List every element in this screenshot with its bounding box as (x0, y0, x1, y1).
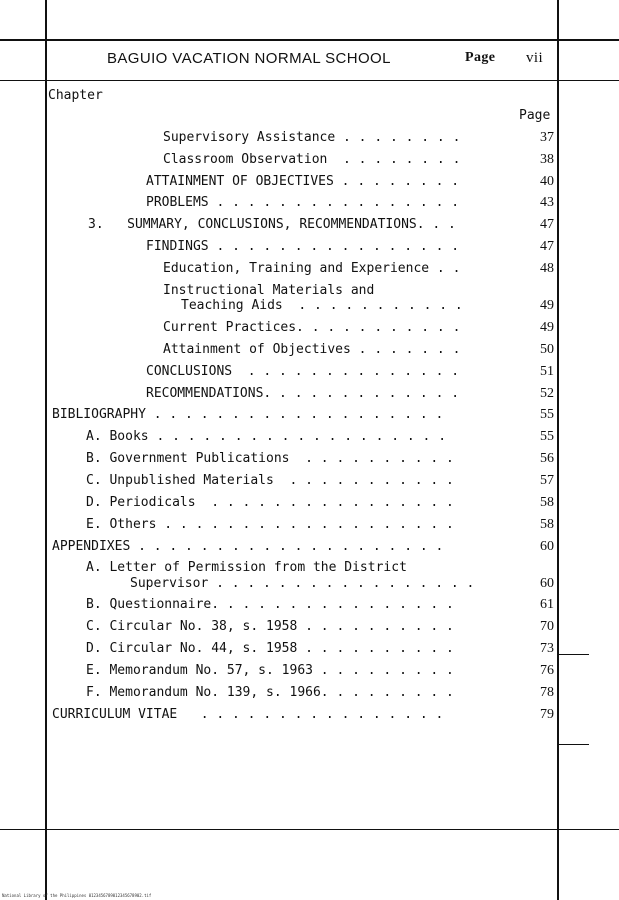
toc-page: 60 (540, 576, 554, 591)
toc-page: 58 (540, 495, 554, 510)
header-page-number: vii (526, 50, 544, 66)
toc-entry: 3. SUMMARY, CONCLUSIONS, RECOMMENDATIONS. . . (88, 217, 456, 232)
toc-entry: Supervisory Assistance . . . . . . . . (163, 130, 461, 145)
toc-entry: CONCLUSIONS . . . . . . . . . . . . . . (146, 364, 460, 379)
toc-page: 37 (540, 130, 554, 145)
header-page-label: Page (465, 50, 496, 65)
toc-entry: PROBLEMS . . . . . . . . . . . . . . . . (146, 195, 460, 210)
toc-entry: A. Letter of Permission from the District (86, 560, 407, 575)
toc-page: 40 (540, 174, 554, 189)
toc-entry: Current Practices. . . . . . . . . . . (163, 320, 461, 335)
toc-page: 48 (540, 261, 554, 276)
toc-entry: B. Government Publications . . . . . . . . . . (86, 451, 454, 466)
toc-page: 78 (540, 685, 554, 700)
toc-entry: D. Circular No. 44, s. 1958 . . . . . . . . . . (86, 641, 454, 656)
toc-entry: CURRICULUM VITAE . . . . . . . . . . . . . . . . (52, 707, 444, 722)
toc-page: 51 (540, 364, 554, 379)
toc-page: 47 (540, 239, 554, 254)
school-title: BAGUIO VACATION NORMAL SCHOOL (107, 50, 391, 67)
toc-page: 61 (540, 597, 554, 612)
toc-page: 38 (540, 152, 554, 167)
toc-entry: RECOMMENDATIONS. . . . . . . . . . . . . (146, 386, 460, 401)
toc-entry: E. Memorandum No. 57, s. 1963 . . . . . . . . . (86, 663, 454, 678)
toc-entry: Attainment of Objectives . . . . . . . (163, 342, 461, 357)
toc-entry: Education, Training and Experience . . (163, 261, 461, 276)
toc-page: 47 (540, 217, 554, 232)
toc-page: 58 (540, 517, 554, 532)
toc-entry: ATTAINMENT OF OBJECTIVES . . . . . . . . (146, 174, 460, 189)
toc-page: 79 (540, 707, 554, 722)
toc-entry: BIBLIOGRAPHY . . . . . . . . . . . . . . . . . . . (52, 407, 444, 422)
toc-page: 70 (540, 619, 554, 634)
toc-page: 52 (540, 386, 554, 401)
toc-page: 73 (540, 641, 554, 656)
toc-page: 43 (540, 195, 554, 210)
toc-entry: D. Periodicals . . . . . . . . . . . . . . . . (86, 495, 454, 510)
toc-page: 49 (540, 320, 554, 335)
toc-page: 50 (540, 342, 554, 357)
toc-entry: Teaching Aids . . . . . . . . . . . (181, 298, 463, 313)
toc-page: 56 (540, 451, 554, 466)
scan-footer-note: National Library of the Philippines 0123456789012345678902.tif (2, 893, 152, 898)
chapter-label: Chapter (48, 88, 103, 103)
toc-entry: Classroom Observation . . . . . . . . (163, 152, 461, 167)
toc-entry: F. Memorandum No. 139, s. 1966. . . . . . . . . (86, 685, 454, 700)
toc-entry: E. Others . . . . . . . . . . . . . . . . . . . (86, 517, 454, 532)
toc-entry: C. Circular No. 38, s. 1958 . . . . . . . . . . (86, 619, 454, 634)
toc-entry: Instructional Materials and (163, 283, 375, 298)
toc-page: 57 (540, 473, 554, 488)
toc-entry: Supervisor . . . . . . . . . . . . . . . . . (130, 576, 475, 591)
toc-page: 60 (540, 539, 554, 554)
toc-entry: B. Questionnaire. . . . . . . . . . . . . . . . (86, 597, 454, 612)
toc-entry: FINDINGS . . . . . . . . . . . . . . . . (146, 239, 460, 254)
toc-page: 55 (540, 429, 554, 444)
toc-page: 49 (540, 298, 554, 313)
toc-page: 55 (540, 407, 554, 422)
page-column-label: Page (519, 108, 551, 123)
toc-page: 76 (540, 663, 554, 678)
toc-entry: APPENDIXES . . . . . . . . . . . . . . . . . . . . (52, 539, 444, 554)
toc-entry: C. Unpublished Materials . . . . . . . . . . . (86, 473, 454, 488)
toc-entry: A. Books . . . . . . . . . . . . . . . . . . . (86, 429, 447, 444)
